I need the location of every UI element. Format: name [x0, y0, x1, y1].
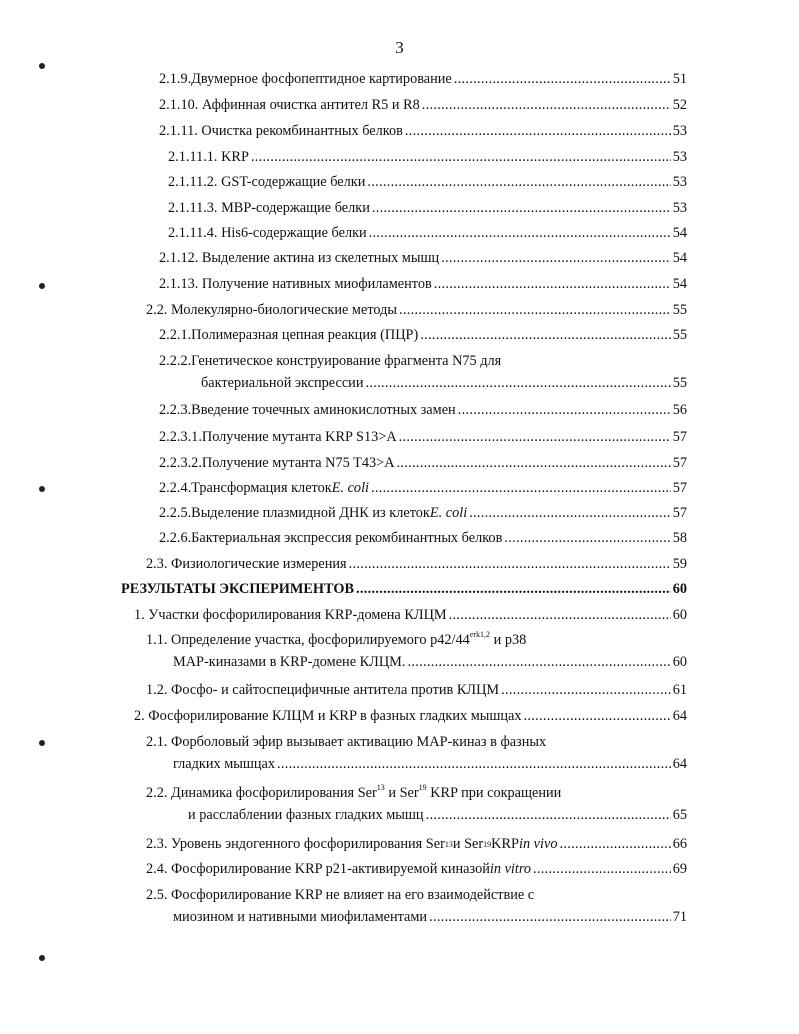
toc-section-heading: РЕЗУЛЬТАТЫ ЭКСПЕРИМЕНТОВ ..... 60 [121, 578, 687, 600]
toc-entry: 2.2. Молекулярно-биологические методы ..... 55 [146, 299, 687, 321]
toc-entry: 2.1.11. Очистка рекомбинантных белков ..... 53 [159, 120, 687, 142]
toc-entry: 1.1. Определение участка, фосфорилируемого $p42/44^{erk1,2}$ и p38 MAP-киназами в KRP-домене КЛЦМ. ..... 60 [146, 629, 687, 673]
punch-hole-mark [39, 740, 45, 746]
punch-hole-mark [39, 63, 45, 69]
toc-entry: 1.2. Фосфо- и сайтоспецифичные антитела против КЛЦМ ..... 61 [146, 679, 687, 701]
toc-entry: 2.1.10. Аффинная очистка антител R5 и R8 ..... 52 [159, 94, 687, 116]
toc-entry: 2.1.9.Двумерное фосфопептидное картирование ..... 51 [159, 68, 687, 90]
toc-entry: 2.2.3.Введение точечных аминокислотных замен ..... 56 [159, 399, 687, 421]
toc-entry: 2.1.11.4. His6-содержащие белки ..... 54 [168, 222, 687, 244]
punch-hole-mark [39, 955, 45, 961]
punch-hole-mark [39, 486, 45, 492]
toc-entry: 2.3. Физиологические измерения ..... 59 [146, 553, 687, 575]
toc-entry: 2.2.2.Генетическое конструирование фрагмента N75 для бактериальной экспрессии ..... 55 [159, 350, 687, 394]
toc-entry: 2.1.11.2. GST-содержащие белки ..... 53 [168, 171, 687, 193]
page-number: 3 [395, 38, 404, 57]
toc-entry: 2.1.12. Выделение актина из скелетных мышц ..... 54 [159, 247, 687, 269]
toc-entry: 2.5. Фосфорилирование KRP не влияет на его взаимодействие с миозином и нативными миофиламентами ..... 71 [146, 884, 687, 928]
toc-entry: 2.2.4.Трансформация клеток E. coli ..... 57 [159, 477, 687, 499]
toc-entry: 2. Фосфорилирование КЛЦМ и KRP в фазных гладких мышцах ..... 64 [134, 705, 687, 727]
toc-entry: 2.1. Форболовый эфир вызывает активацию MAP-киназ в фазных гладких мышцах ..... 64 [146, 731, 687, 775]
toc-entry: 2.2. Динамика фосфорилирования Ser$^{13}$ и Ser$^{19}$ KRP при сокращении и расслаблении фазных гладких мышц ..... 65 [146, 782, 687, 826]
toc-entry: 2.2.6.Бактериальная экспрессия рекомбинантных белков ..... 58 [159, 527, 687, 549]
toc-entry: 2.2.1.Полимеразная цепная реакция (ПЦР) ..... 55 [159, 324, 687, 346]
toc-entry: 2.2.3.2.Получение мутанта N75 T43>A ..... 57 [159, 452, 687, 474]
toc-entry: 2.1.11.1. KRP ..... 53 [168, 146, 687, 168]
toc-entry: 2.2.3.1.Получение мутанта KRP S13>A ..... 57 [159, 426, 687, 448]
toc-entry: 2.1.13. Получение нативных миофиламентов ..... 54 [159, 273, 687, 295]
toc-entry: 1. Участки фосфорилирования KRP-домена КЛЦМ ..... 60 [134, 604, 687, 626]
toc-entry: 2.3. Уровень эндогенного фосфорилирования Ser $^{13}$ и Ser $^{19}$ KRP in vivo ..... 66 [146, 833, 687, 855]
toc-entry: 2.1.11.3. MBP-содержащие белки ..... 53 [168, 197, 687, 219]
toc-entry: 2.2.5.Выделение плазмидной ДНК из клеток E. coli ..... 57 [159, 502, 687, 524]
toc-entry: 2.4. Фосфорилирование KRP p21-активируемой киназой in vitro ..... 69 [146, 858, 687, 880]
punch-hole-mark [39, 283, 45, 289]
